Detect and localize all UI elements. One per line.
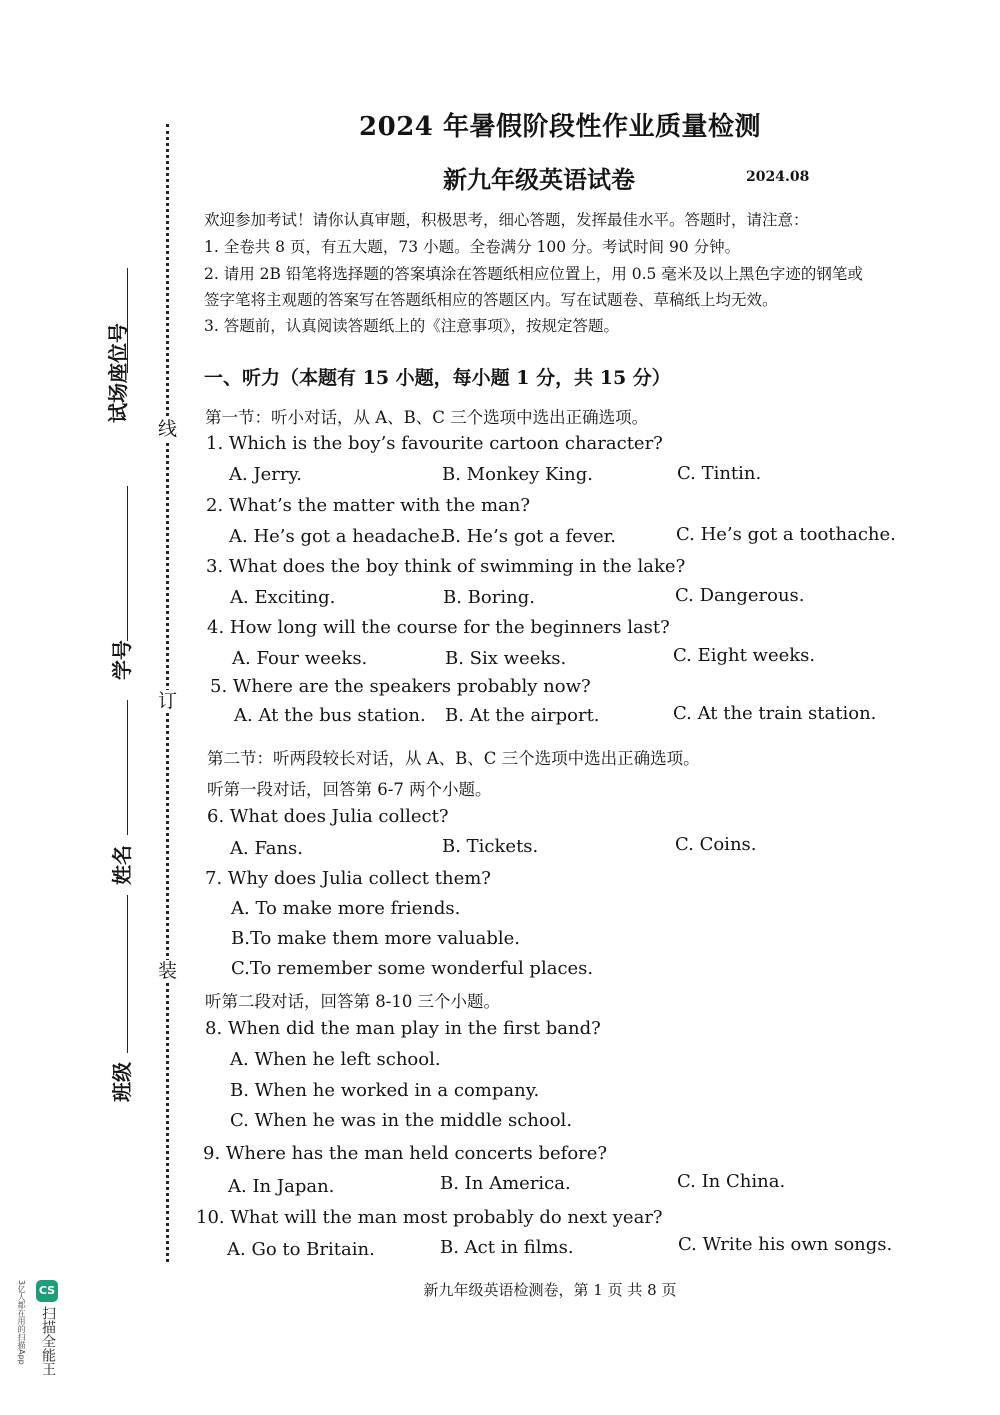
question-8: 8. When did the man play in the first band? (205, 1018, 601, 1039)
q8-option-b: B. When he worked in a company. (230, 1080, 540, 1101)
class-label: 班级 (110, 1062, 134, 1102)
instructions-line-2a: 2. 请用 2B 铅笔将选择题的答案填涂在答题纸相应位置上，用 0.5 毫米及以上黑色字迹的钢笔或 (204, 265, 863, 283)
camscanner-tagline: 3亿人都在用的扫描App (17, 1280, 26, 1365)
camscanner-logo-icon: CS (36, 1280, 58, 1302)
q1-option-a: A. Jerry. (229, 464, 303, 485)
page-footer: 新九年级英语检测卷，第 1 页 共 8 页 (423, 1281, 677, 1299)
name-label: 姓名 (110, 845, 134, 885)
student-id-label: 学号 (110, 640, 134, 680)
q1-option-c: C. Tintin. (677, 463, 762, 484)
q8-option-a: A. When he left school. (230, 1049, 441, 1070)
question-10: 10. What will the man most probably do next year? (196, 1207, 663, 1228)
q2-option-b: B. He’s got a fever. (442, 526, 616, 547)
q5-option-b: B. At the airport. (445, 705, 600, 726)
q7-option-b: B.To make them more valuable. (231, 928, 520, 949)
q6-option-b: B. Tickets. (442, 836, 539, 857)
q3-option-b: B. Boring. (443, 587, 535, 608)
dialog-2-heading: 听第二段对话，回答第 8-10 三个小题。 (205, 992, 501, 1011)
exam-subtitle: 新九年级英语试卷 (443, 165, 635, 194)
seat-number-label: 试场座位号 (106, 323, 130, 423)
question-3: 3. What does the boy think of swimming in the lake? (206, 556, 686, 577)
q5-option-a: A. At the bus station. (234, 705, 426, 726)
instructions-line-1: 1. 全卷共 8 页，有五大题，73 小题。全卷满分 100 分。考试时间 90 分钟。 (204, 238, 741, 256)
instructions-line-3: 3. 答题前，认真阅读答题纸上的《注意事项》，按规定答题。 (204, 317, 619, 335)
q3-option-c: C. Dangerous. (675, 585, 805, 606)
q9-option-c: C. In China. (677, 1171, 786, 1192)
q9-option-a: A. In Japan. (228, 1176, 335, 1197)
instructions-line-2b: 签字笔将主观题的答案写在答题纸相应的答题区内。写在试题卷、草稿纸上均无效。 (204, 291, 778, 309)
cut-mark-zhuang: 装 (158, 960, 178, 982)
camscanner-app-name: 扫描全能王 (40, 1306, 56, 1376)
question-2: 2. What’s the matter with the man? (206, 495, 531, 516)
q10-option-b: B. Act in films. (440, 1237, 574, 1258)
q9-option-b: B. In America. (440, 1173, 571, 1194)
q10-option-a: A. Go to Britain. (227, 1239, 375, 1260)
question-5: 5. Where are the speakers probably now? (210, 676, 591, 697)
dialog-1-heading: 听第一段对话，回答第 6-7 两个小题。 (207, 780, 492, 799)
section-title-listening: 一、听力（本题有 15 小题，每小题 1 分，共 15 分） (204, 367, 671, 389)
part-1-heading: 第一节：听小对话，从 A、B、C 三个选项中选出正确选项。 (205, 408, 649, 427)
q1-option-b: B. Monkey King. (442, 464, 594, 485)
q7-option-c: C.To remember some wonderful places. (231, 958, 594, 979)
q6-option-c: C. Coins. (675, 834, 757, 855)
q4-option-b: B. Six weeks. (445, 648, 567, 669)
question-1: 1. Which is the boy’s favourite cartoon character? (206, 433, 663, 454)
q10-option-c: C. Write his own songs. (678, 1234, 893, 1255)
question-4: 4. How long will the course for the beginners last? (207, 617, 670, 638)
cut-mark-ding: 订 (158, 690, 178, 712)
exam-title: 2024 年暑假阶段性作业质量检测 (359, 112, 761, 142)
part-2-heading: 第二节：听两段较长对话，从 A、B、C 三个选项中选出正确选项。 (207, 749, 700, 768)
question-7: 7. Why does Julia collect them? (205, 868, 491, 889)
class-line (127, 895, 128, 1053)
q3-option-a: A. Exciting. (230, 587, 336, 608)
q8-option-c: C. When he was in the middle school. (230, 1110, 573, 1131)
exam-date: 2024.08 (746, 169, 810, 185)
q6-option-a: A. Fans. (230, 838, 303, 859)
q2-option-c: C. He’s got a toothache. (676, 524, 896, 545)
q4-option-a: A. Four weeks. (232, 648, 368, 669)
q5-option-c: C. At the train station. (673, 703, 877, 724)
question-9: 9. Where has the man held concerts before? (203, 1143, 608, 1164)
name-line (127, 700, 128, 835)
q7-option-a: A. To make more friends. (231, 898, 461, 919)
cut-mark-xian: 线 (158, 418, 178, 440)
question-6: 6. What does Julia collect? (207, 806, 449, 827)
q2-option-a: A. He’s got a headache. (229, 526, 446, 547)
student-id-line (127, 486, 128, 641)
q4-option-c: C. Eight weeks. (673, 645, 816, 666)
instructions-welcome: 欢迎参加考试！请你认真审题，积极思考，细心答题，发挥最佳水平。答题时，请注意： (204, 211, 809, 229)
